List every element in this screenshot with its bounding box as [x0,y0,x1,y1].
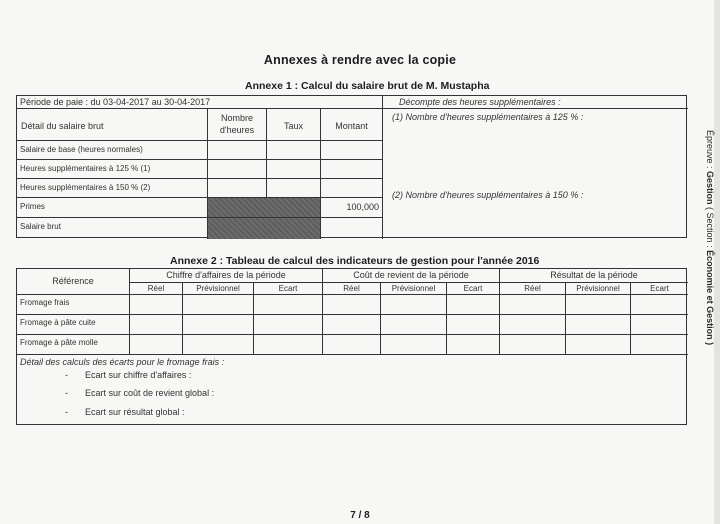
sub-ecart-1: Ecart [278,284,298,293]
detail-cout: Ecart sur coût de revient global : [85,388,215,398]
header-taux: Taux [283,121,303,131]
sub-prev-2: Prévisionnel [391,284,436,293]
header-nombre: Nombre d'heures [219,113,255,135]
row-heures-125: Heures supplémentaires à 125 % (1) [20,164,151,173]
side-close: ) [705,339,715,346]
row-salaire-base: Salaire de base (heures normales) [20,145,143,154]
group-cout: Coût de revient de la période [353,270,469,280]
side-section: Économie et Gestion [705,250,715,340]
detail-resultat: Ecart sur résultat global : [85,407,185,417]
annexe2-title: Annexe 2 : Tableau de calcul des indicateurs de gestion pour l'année 2016 [170,255,540,267]
annexe1-title: Annexe 1 : Calcul du salaire brut de M. Mustapha [245,80,490,92]
sub-ecart-2: Ecart [463,284,483,293]
group-ca: Chiffre d'affaires de la période [166,270,286,280]
header-montant: Montant [335,121,368,131]
bullet-3: - [65,407,68,417]
annexe2-table [16,268,687,425]
row-fromage-frais: Fromage frais [20,298,70,307]
sub-prev-3: Prévisionnel [576,284,620,293]
side-gestion: Gestion [705,171,715,205]
decompte-125: (1) Nombre d'heures supplémentaires à 125 % : [392,112,584,122]
sub-reel-1: Réel [147,284,165,293]
bullet-2: - [65,388,68,398]
page-number: 7 / 8 [350,510,370,521]
sub-reel-3: Réel [524,284,541,293]
periode-label: Période de paie : du 03-04-2017 au 30-04-2017 [20,97,211,107]
annexe1-table [16,95,687,238]
row-pate-molle: Fromage à pâte molle [20,338,98,347]
sub-prev-1: Prévisionnel [196,284,240,293]
row-pate-cuite: Fromage à pâte cuite [20,318,96,327]
row-primes: Primes [20,202,45,211]
detail-ca: Ecart sur chiffre d'affaires : [85,370,192,380]
sub-reel-2: Réel [343,284,360,293]
side-epreuve: Épreuve : [705,130,715,172]
group-resultat: Résultat de la période [550,270,638,280]
details-title: Détail des calculs des écarts pour le fromage frais : [20,357,225,367]
side-exam-label [695,130,715,400]
reference-header: Référence [52,276,94,286]
shaded-cells [208,198,320,239]
decomptes-title: Décompte des heures supplémentaires : [399,97,561,107]
side-section-label: ( Section : [705,204,715,251]
sub-ecart-3: Ecart [650,284,669,293]
primes-montant: 100,000 [346,202,379,212]
page-title: Annexes à rendre avec la copie [263,53,457,67]
decompte-150: (2) Nombre d'heures supplémentaires à 150 % : [392,190,584,200]
bullet-1: - [65,370,68,380]
row-heures-150: Heures supplémentaires à 150 % (2) [20,183,151,192]
header-detail: Détail du salaire brut [21,121,104,131]
row-salaire-brut: Salaire brut [20,222,61,231]
